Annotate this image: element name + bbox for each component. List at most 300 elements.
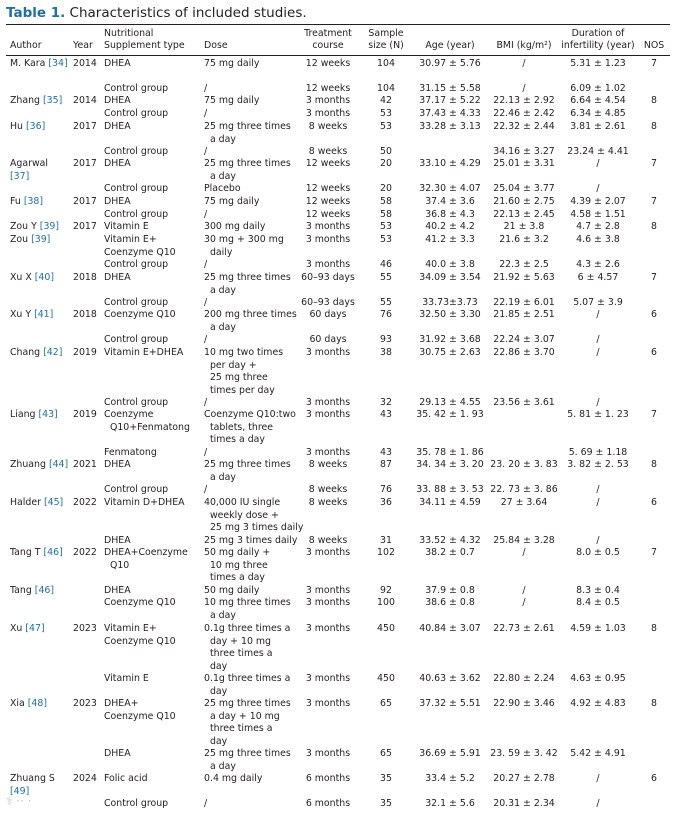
course-cell: 60–93 days — [301, 272, 355, 283]
course-cell: 3 months — [305, 347, 351, 358]
n-cell: 43 — [380, 409, 392, 420]
reference-link[interactable]: [37] — [10, 170, 30, 182]
header-dose: Dose — [204, 40, 228, 51]
n-cell: 53 — [380, 108, 392, 119]
age-cell: 29.13 ± 4.55 — [419, 397, 481, 408]
age-cell: 31.92 ± 3.68 — [419, 334, 481, 345]
nos-cell: 6 — [651, 347, 657, 358]
dur-cell: 6 ± 4.57 — [577, 272, 619, 283]
nos-cell: 7 — [651, 272, 657, 283]
age-cell: 34. 34 ± 3. 20 — [416, 459, 484, 470]
age-cell: 37.32 ± 5.51 — [419, 698, 481, 709]
reference-link[interactable]: [46] — [43, 547, 63, 558]
n-cell: 55 — [380, 272, 392, 283]
n-cell: 58 — [380, 209, 392, 220]
dose-cell: 25 mg three times a day — [204, 459, 291, 483]
author-cell — [10, 221, 70, 234]
supp-cell: Control group — [104, 484, 169, 495]
supp-cell: Coenzyme Q10 — [104, 309, 176, 320]
bmi-cell: 22.13 ± 2.92 — [493, 95, 555, 106]
dur-cell: 5. 69 ± 1.18 — [568, 447, 628, 458]
n-cell: 53 — [380, 221, 392, 232]
bmi-cell: 21.60 ± 2.75 — [493, 196, 555, 207]
n-cell: 43 — [380, 447, 392, 458]
header-nos: NOS — [643, 40, 665, 51]
course-cell: 8 weeks — [308, 535, 348, 546]
author-cell — [10, 95, 70, 108]
course-cell: 3 months — [305, 673, 351, 684]
year-cell: 2024 — [73, 773, 97, 784]
n-cell: 53 — [380, 121, 392, 132]
author-cell — [10, 272, 70, 285]
bmi-cell: 21 ± 3.8 — [503, 221, 545, 232]
bmi-cell: 22.46 ± 2.42 — [493, 108, 555, 119]
dose-cell: / — [204, 297, 208, 308]
bmi-cell: 27 ± 3.64 — [500, 497, 548, 508]
year-cell: 2023 — [73, 623, 97, 634]
dose-cell: / — [204, 83, 208, 94]
bmi-cell: 25.84 ± 3.28 — [493, 535, 555, 546]
bmi-cell: / — [522, 597, 526, 608]
course-cell: 3 months — [305, 585, 351, 596]
n-cell: 53 — [380, 234, 392, 245]
reference-link[interactable]: [35] — [42, 95, 63, 106]
n-cell: 32 — [380, 397, 392, 408]
table-caption — [6, 4, 307, 22]
course-cell: 3 months — [305, 397, 351, 408]
bmi-cell: 21.92 ± 5.63 — [493, 272, 555, 283]
dur-cell: 6.34 ± 4.85 — [570, 108, 626, 119]
header-rule — [6, 55, 670, 56]
header-year: Year — [73, 40, 93, 51]
n-cell: 76 — [380, 309, 392, 320]
age-cell: 35. 78 ± 1. 86 — [416, 447, 484, 458]
nos-cell: 8 — [651, 623, 657, 634]
bmi-cell: 23.56 ± 3.61 — [493, 397, 555, 408]
year-cell: 2014 — [73, 95, 97, 106]
age-cell: 37.4 ± 3.6 — [425, 196, 475, 207]
year-cell: 2017 — [73, 158, 97, 169]
reference-link[interactable]: [44] — [48, 459, 69, 470]
author-cell — [10, 459, 70, 472]
dur-cell: / — [596, 158, 600, 169]
n-cell: 50 — [380, 146, 392, 157]
nos-cell: 8 — [651, 221, 657, 232]
dose-cell: 25 mg three times a day — [204, 748, 291, 772]
dur-cell: 4.6 ± 3.8 — [576, 234, 620, 245]
bmi-cell: 23. 20 ± 3. 83 — [490, 459, 558, 470]
supp-cell: Vitamin E — [104, 673, 149, 684]
year-cell: 2018 — [73, 309, 97, 320]
age-cell: 33.52 ± 4.32 — [419, 535, 481, 546]
dose-cell: / — [204, 209, 208, 220]
dur-cell: 3.81 ± 2.61 — [570, 121, 626, 132]
course-cell: 6 months — [305, 773, 351, 784]
supp-cell: Vitamin E+ Coenzyme Q10 — [104, 623, 176, 647]
course-cell: 12 weeks — [305, 209, 351, 220]
dur-cell: / — [596, 535, 600, 546]
author-name: Zhuang — [10, 459, 49, 470]
author-name: Zou — [10, 234, 32, 245]
reference-link[interactable]: [46] — [34, 585, 55, 596]
nos-cell: 7 — [651, 196, 657, 207]
author-cell — [10, 623, 70, 636]
supp-cell: Control group — [104, 183, 169, 194]
course-cell: 3 months — [305, 259, 351, 270]
age-cell: 37.43 ± 4.33 — [419, 108, 481, 119]
bmi-cell: 22.90 ± 3.46 — [493, 698, 555, 709]
n-cell: 104 — [377, 83, 395, 94]
course-cell: 8 weeks — [308, 497, 348, 508]
course-cell: 3 months — [305, 409, 351, 420]
course-cell: 3 months — [305, 698, 351, 709]
dose-cell: 10 mg three times a day — [204, 597, 291, 621]
author-name: Tang — [10, 585, 35, 596]
dose-cell: 40,000 IU single weekly dose + 25 mg 3 times daily — [204, 497, 304, 533]
supp-cell: Vitamin E — [104, 221, 149, 232]
reference-link[interactable]: [49] — [10, 785, 30, 797]
n-cell: 450 — [377, 623, 395, 634]
bmi-cell: 20.31 ± 2.34 — [493, 798, 555, 809]
age-cell: 33.4 ± 5.2 — [425, 773, 475, 784]
n-cell: 65 — [380, 748, 392, 759]
author-cell — [10, 58, 70, 71]
dur-cell: / — [596, 347, 600, 358]
year-cell: 2019 — [73, 347, 97, 358]
age-cell: 40.63 ± 3.62 — [419, 673, 481, 684]
dur-cell: / — [596, 484, 600, 495]
year-cell: 2018 — [73, 272, 97, 283]
reference-link[interactable]: [39] — [39, 221, 60, 232]
course-cell: 3 months — [305, 108, 351, 119]
author-name: Fu — [10, 196, 24, 207]
age-cell: 40.84 ± 3.07 — [419, 623, 481, 634]
year-cell: 2017 — [73, 221, 97, 232]
author-cell — [10, 409, 70, 422]
bmi-cell: 20.27 ± 2.78 — [493, 773, 555, 784]
n-cell: 46 — [380, 259, 392, 270]
n-cell: 35 — [380, 798, 392, 809]
header-duration: Duration of infertility (year) — [561, 28, 635, 51]
dose-cell: 30 mg + 300 mg daily — [204, 234, 284, 258]
supp-cell: Fenmatong — [104, 447, 157, 458]
reference-link[interactable]: [47] — [25, 623, 45, 634]
supp-cell: DHEA — [104, 459, 131, 470]
reference-link[interactable]: [48] — [27, 698, 48, 709]
supp-cell: Control group — [104, 798, 169, 809]
n-cell: 93 — [380, 334, 392, 345]
supp-cell: Control group — [104, 334, 169, 345]
header-sample: Sample size (N) — [368, 28, 404, 51]
author-name: Hu — [10, 121, 26, 132]
supp-cell: Vitamin E+DHEA — [104, 347, 184, 358]
reference-link[interactable]: [41] — [34, 309, 54, 320]
n-cell: 36 — [380, 497, 392, 508]
bmi-cell: 34.16 ± 3.27 — [493, 146, 555, 157]
age-cell: 34.11 ± 4.59 — [419, 497, 481, 508]
author-name: Chang — [10, 347, 44, 358]
nos-cell: 8 — [651, 698, 657, 709]
age-cell: 36.8 ± 4.3 — [425, 209, 475, 220]
dur-cell: 5.42 ± 4.91 — [570, 748, 626, 759]
supp-cell: Control group — [104, 108, 169, 119]
course-cell: 12 weeks — [305, 58, 351, 69]
author-cell — [10, 547, 70, 560]
dur-cell: 4.3 ± 2.6 — [576, 259, 620, 270]
author-name: Xu Y — [10, 309, 35, 320]
course-cell: 12 weeks — [305, 183, 351, 194]
course-cell: 60–93 days — [301, 297, 355, 308]
supp-cell: DHEA — [104, 585, 131, 596]
author-name: Zhang — [10, 95, 43, 106]
dose-cell: 75 mg daily — [204, 196, 260, 207]
dose-cell: / — [204, 447, 208, 458]
dur-cell: 5.31 ± 1.23 — [570, 58, 626, 69]
dose-cell: 25 mg 3 times daily — [204, 535, 298, 546]
dose-cell: 10 mg two times per day + 25 mg three times per day — [204, 347, 284, 396]
nos-cell: 6 — [651, 497, 657, 508]
reference-link[interactable]: [42] — [43, 347, 63, 358]
nos-cell: 6 — [651, 773, 657, 784]
author-cell — [10, 158, 70, 183]
n-cell: 35 — [380, 773, 392, 784]
dose-cell: 0.4 mg daily — [204, 773, 263, 784]
author-cell — [10, 196, 70, 209]
dur-cell: 3. 82 ± 2. 53 — [567, 459, 629, 470]
course-cell: 3 months — [305, 95, 351, 106]
nos-cell: 8 — [651, 121, 657, 132]
dur-cell: 5.07 ± 3.9 — [573, 297, 623, 308]
dur-cell: 8.4 ± 0.5 — [576, 597, 620, 608]
supp-cell: DHEA+ Coenzyme Q10 — [104, 698, 176, 722]
dur-cell: / — [596, 397, 600, 408]
age-cell: 33.10 ± 4.29 — [419, 158, 481, 169]
supp-cell: DHEA — [104, 95, 131, 106]
supp-cell: DHEA — [104, 121, 131, 132]
reference-link[interactable]: [36] — [25, 121, 46, 132]
n-cell: 65 — [380, 698, 392, 709]
dose-cell: 75 mg daily — [204, 58, 260, 69]
age-cell: 40.2 ± 4.2 — [425, 221, 475, 232]
reference-link[interactable]: [40] — [34, 272, 54, 283]
supp-cell: Coenzyme Q10 — [104, 597, 176, 608]
dur-cell: / — [596, 183, 600, 194]
year-cell: 2022 — [73, 497, 97, 508]
nos-cell: 8 — [651, 95, 657, 106]
dur-cell: 5. 81 ± 1. 23 — [567, 409, 629, 420]
year-cell: 2019 — [73, 409, 97, 420]
course-cell: 12 weeks — [305, 196, 351, 207]
header-age: Age (year) — [425, 40, 475, 51]
course-cell: 3 months — [305, 597, 351, 608]
author-name: M. Kara — [10, 58, 49, 69]
dur-cell: 6.64 ± 4.54 — [570, 95, 626, 106]
dose-cell: 0.1g three times a day — [204, 673, 291, 697]
author-name: Halder — [10, 497, 44, 508]
age-cell: 34.09 ± 3.54 — [419, 272, 481, 283]
dur-cell: / — [596, 497, 600, 508]
reference-link[interactable]: [34] — [48, 58, 68, 69]
header-bmi: BMI (kg/m²) — [496, 40, 552, 51]
dose-cell: / — [204, 334, 208, 345]
course-cell: 3 months — [305, 447, 351, 458]
n-cell: 20 — [380, 158, 392, 169]
age-cell: 31.15 ± 5.58 — [419, 83, 481, 94]
dur-cell: / — [596, 773, 600, 784]
age-cell: 33. 88 ± 3. 53 — [416, 484, 484, 495]
n-cell: 76 — [380, 484, 392, 495]
course-cell: 3 months — [305, 234, 351, 245]
course-cell: 6 months — [305, 798, 351, 809]
n-cell: 55 — [380, 297, 392, 308]
year-cell: 2017 — [73, 121, 97, 132]
dose-cell: Coenzyme Q10:two tablets, three times a day — [204, 409, 296, 445]
author-name: Zhuang S — [10, 773, 55, 784]
course-cell: 3 months — [305, 623, 351, 634]
age-cell: 38.2 ± 0.7 — [425, 547, 475, 558]
nos-cell: 7 — [651, 409, 657, 420]
nos-cell: 8 — [651, 459, 657, 470]
dur-cell: 4.7 ± 2.8 — [576, 221, 620, 232]
author-cell — [10, 497, 70, 510]
course-cell: 3 months — [305, 547, 351, 558]
supp-cell: DHEA — [104, 196, 131, 207]
header-author: Author — [10, 40, 42, 51]
age-cell: 32.30 ± 4.07 — [419, 183, 481, 194]
dose-cell: 25 mg three times a day + 10 mg three times a day — [204, 698, 291, 747]
nos-cell: 7 — [651, 58, 657, 69]
bmi-cell: 23. 59 ± 3. 42 — [490, 748, 558, 759]
supp-cell: DHEA+Coenzyme Q10 — [104, 547, 188, 571]
n-cell: 42 — [380, 95, 392, 106]
dur-cell: / — [596, 309, 600, 320]
course-cell: 60 days — [309, 309, 347, 320]
author-name: Xu X — [10, 272, 35, 283]
dur-cell: 8.0 ± 0.5 — [576, 547, 620, 558]
supp-cell: Vitamin D+DHEA — [104, 497, 185, 508]
bmi-cell: 22. 73 ± 3. 86 — [490, 484, 558, 495]
author-name: Agarwal — [10, 158, 48, 169]
supp-cell: Control group — [104, 397, 169, 408]
supp-cell: Folic acid — [104, 773, 148, 784]
age-cell: 32.50 ± 3.30 — [419, 309, 481, 320]
dur-cell: 4.59 ± 1.03 — [570, 623, 626, 634]
top-rule — [6, 24, 670, 25]
author-cell — [10, 234, 70, 247]
dur-cell: 6.09 ± 1.02 — [570, 83, 626, 94]
age-cell: 30.75 ± 2.63 — [419, 347, 481, 358]
year-cell: 2017 — [73, 196, 97, 207]
bmi-cell: / — [522, 547, 526, 558]
dose-cell: 200 mg three times a day — [204, 309, 297, 333]
author-name: Tang T — [10, 547, 44, 558]
course-cell: 3 months — [305, 221, 351, 232]
author-name: Liang — [10, 409, 39, 420]
course-cell: 8 weeks — [308, 459, 348, 470]
author-name: Xu — [10, 623, 26, 634]
age-cell: 41.2 ± 3.3 — [425, 234, 475, 245]
dose-cell: 50 mg daily — [204, 585, 260, 596]
bmi-cell: 21.85 ± 2.51 — [493, 309, 555, 320]
supp-cell: Control group — [104, 297, 169, 308]
age-cell: 33.73±3.73 — [422, 297, 478, 308]
header-supplement: Nutritional Supplement type — [104, 28, 185, 51]
n-cell: 102 — [377, 547, 395, 558]
dur-cell: 4.39 ± 2.07 — [570, 196, 626, 207]
supp-cell: DHEA — [104, 158, 131, 169]
dur-cell: / — [596, 798, 600, 809]
dose-cell: / — [204, 108, 208, 119]
age-cell: 36.69 ± 5.91 — [419, 748, 481, 759]
header-course: Treatment course — [304, 28, 352, 51]
dose-cell: 50 mg daily + 10 mg three times a day — [204, 547, 271, 583]
year-cell: 2023 — [73, 698, 97, 709]
n-cell: 58 — [380, 196, 392, 207]
dose-cell: Placebo — [204, 183, 241, 194]
course-cell: 3 months — [305, 748, 351, 759]
bmi-cell: / — [522, 83, 526, 94]
supp-cell: Coenzyme Q10+Fenmatong — [104, 409, 190, 433]
supp-cell: DHEA — [104, 58, 131, 69]
n-cell: 31 — [380, 535, 392, 546]
age-cell: 37.9 ± 0.8 — [425, 585, 475, 596]
bmi-cell: 22.32 ± 2.44 — [493, 121, 555, 132]
author-cell — [10, 585, 70, 598]
course-cell: 8 weeks — [308, 121, 348, 132]
course-cell: 8 weeks — [308, 484, 348, 495]
reference-link[interactable]: [45] — [43, 497, 64, 508]
course-cell: 8 weeks — [308, 146, 348, 157]
author-cell — [10, 121, 70, 134]
dur-cell: 4.92 ± 4.83 — [570, 698, 626, 709]
dose-cell: / — [204, 484, 208, 495]
dose-cell: 25 mg three times a day — [204, 158, 291, 182]
supp-cell: DHEA — [104, 748, 131, 759]
author-cell — [10, 698, 70, 711]
dur-cell: 23.24 ± 4.41 — [567, 146, 629, 157]
dose-cell: 0.1g three times a day + 10 mg three times a day — [204, 623, 291, 672]
dose-cell: 25 mg three times a day — [204, 121, 291, 145]
author-name: Xia — [10, 698, 28, 709]
age-cell: 37.17 ± 5.22 — [419, 95, 481, 106]
bmi-cell: 22.80 ± 2.24 — [493, 673, 555, 684]
supp-cell: Control group — [104, 209, 169, 220]
table-title: Characteristics of included studies. — [69, 5, 307, 21]
bmi-cell: 22.19 ± 6.01 — [493, 297, 555, 308]
reference-link[interactable]: [43] — [38, 409, 58, 420]
age-cell: 32.1 ± 5.6 — [425, 798, 475, 809]
dose-cell: 75 mg daily — [204, 95, 260, 106]
n-cell: 104 — [377, 58, 395, 69]
age-cell: 30.97 ± 5.76 — [419, 58, 481, 69]
dur-cell: / — [596, 334, 600, 345]
reference-link[interactable]: [39] — [31, 234, 51, 245]
year-cell: 2014 — [73, 58, 97, 69]
age-cell: 38.6 ± 0.8 — [425, 597, 475, 608]
author-cell — [10, 309, 70, 322]
dose-cell: 300 mg daily — [204, 221, 266, 232]
n-cell: 450 — [377, 673, 395, 684]
course-cell: 12 weeks — [305, 83, 351, 94]
supp-cell: Control group — [104, 259, 169, 270]
nos-cell: 7 — [651, 158, 657, 169]
dose-cell: / — [204, 146, 208, 157]
supp-cell: DHEA — [104, 535, 131, 546]
bmi-cell: 22.3 ± 2.5 — [499, 259, 549, 270]
watermark: ⚕ ·· · — [6, 794, 32, 808]
reference-link[interactable]: [38] — [23, 196, 44, 207]
dose-cell: / — [204, 798, 208, 809]
